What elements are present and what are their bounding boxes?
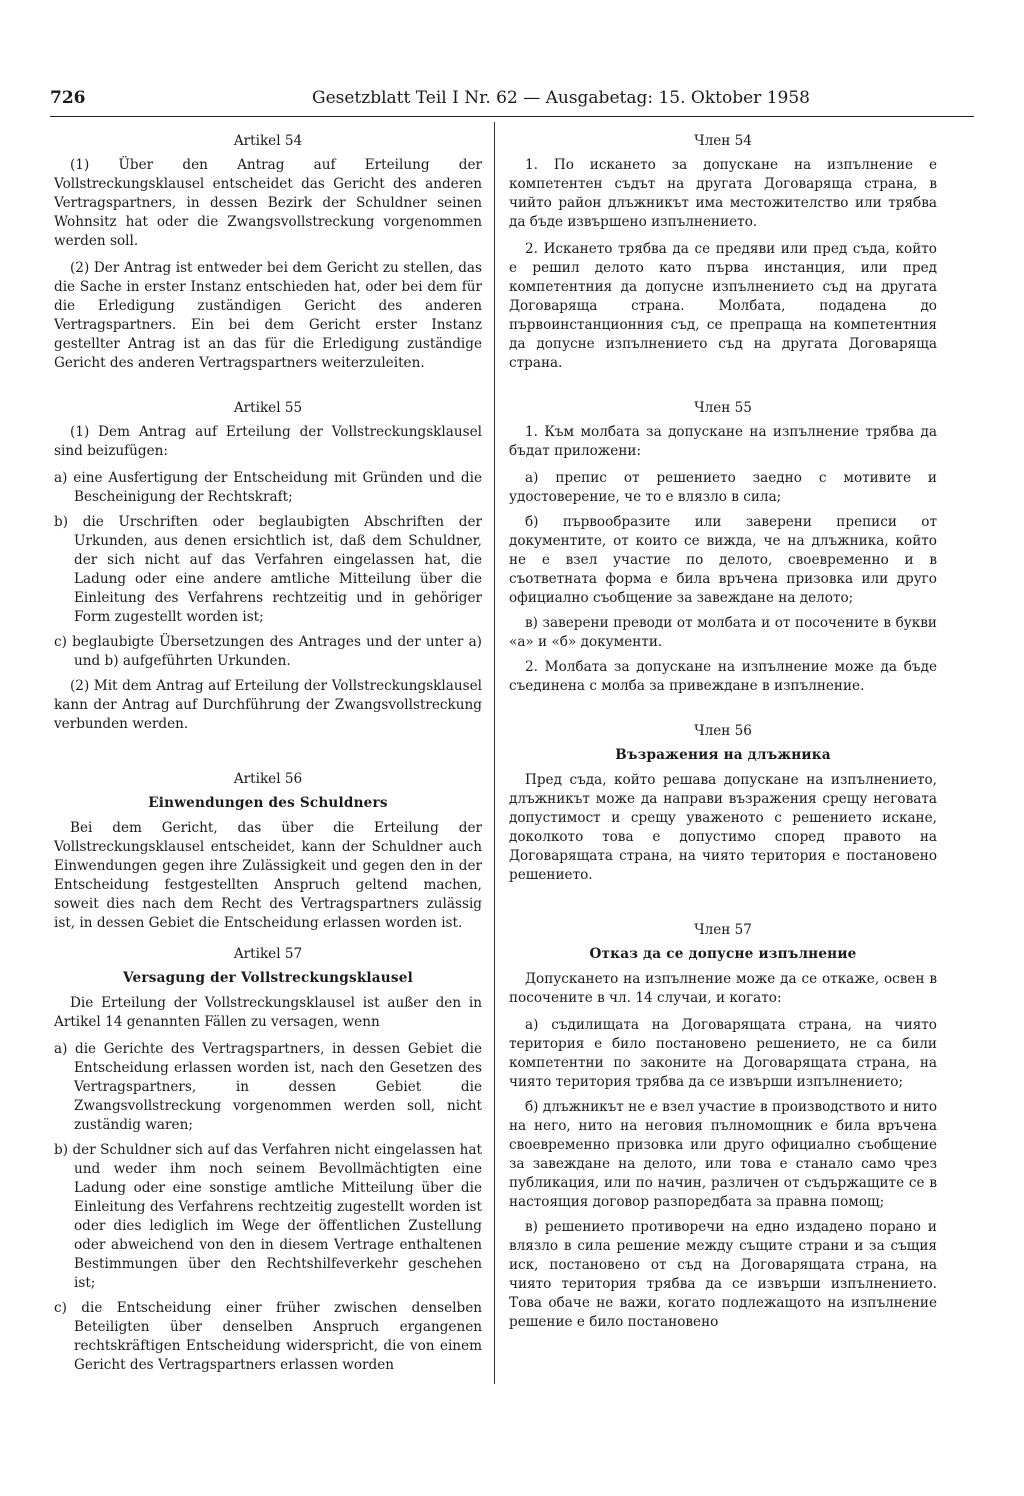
- article-54-heading: Artikel 54: [233, 133, 303, 149]
- clen-55-item-b: б) първообразите или заверени преписи от документите, от които се вижда, че на длъжника, който не е взел участие по делото, своевременно и в съответната форма е била връчена призовка или друго официално съобщение за завеждане на делото;: [509, 514, 937, 606]
- clen-57-heading: Член 57: [694, 922, 752, 938]
- clen-57-subheading: Отказ да се допусне изпълнение: [589, 946, 857, 962]
- clen-55-paragraph-2: 2. Молбата за допускане на изпълнение може да бъде съединена с молба за привеждане в изпълнение.: [509, 659, 937, 694]
- article-55-paragraph-2: (2) Mit dem Antrag auf Erteilung der Vollstreckungsklausel kann der Antrag auf Durchführung der Zwangsvollstreckung verbunden werden.: [54, 678, 482, 732]
- article-55-paragraph-1: (1) Dem Antrag auf Erteilung der Vollstreckungsklausel sind beizufügen:: [54, 424, 482, 459]
- article-54-paragraph-2: (2) Der Antrag ist entweder bei dem Gericht zu stellen, das die Sache in erster Instanz entschieden hat, oder bei dem für die Erledigung zuständigen Gericht des anderen Vertragspartners. Ein bei dem Gericht erster Instanz gestellter Antrag ist an das für die Erledigung zuständige Gericht des anderen Vertragspartners weiterzuleiten.: [54, 260, 482, 371]
- page-header: [50, 88, 974, 114]
- clen-57-item-a: а) съдилищата на Договарящата страна, на чиято територия е било постановено решението, не са били компетентни по законите на Договарящата страна, на чиято територия трябва да се извърши изпълнението;: [509, 1017, 937, 1090]
- page-number: 726: [50, 88, 86, 108]
- bulgarian-column: [509, 132, 937, 1338]
- clen-57-item-c: в) решението противоречи на едно издадено порано и влязло в сила решение между същите страни и за същия иск, постановено от съд на Договарящата страна, на чиято територия трябва да се извърши изпълнението. Това обаче не важи, когато подлежащото на изпълнение решение е било постановено: [509, 1219, 937, 1330]
- clen-55-item-a: а) препис от решението заедно с мотивите и удостоверение, че то е влязло в сила;: [509, 470, 937, 505]
- clen-57-paragraph: Допускането на изпълнение може да се откаже, освен в посочените в чл. 14 случаи, и когато:: [509, 971, 937, 1006]
- column-divider: [494, 122, 495, 1384]
- german-column: [54, 132, 482, 1381]
- article-57-paragraph: Die Erteilung der Vollstreckungsklausel ist außer den in Artikel 14 genannten Fällen zu versagen, wenn: [54, 995, 482, 1030]
- clen-55-paragraph-1: 1. Към молбата за допускане на изпълнение трябва да бъдат приложени:: [509, 424, 937, 459]
- article-57-item-c: c) die Entscheidung einer früher zwischen denselben Beteiligten über denselben Anspruch ergangenen rechtskräftigen Entscheidung widerspricht, die von einem Gericht des Vertragspartners erlassen worden: [54, 1300, 482, 1373]
- article-57-heading: Artikel 57: [233, 946, 303, 962]
- clen-54-heading: Член 54: [694, 133, 752, 149]
- article-55-heading: Artikel 55: [233, 400, 303, 416]
- article-57-item-b: b) der Schuldner sich auf das Verfahren nicht eingelassen hat und weder ihm noch seinem Bevollmächtigten eine Ladung oder eine sonstige amtliche Mitteilung über die Einleitung des Verfahrens rechtzeitig zugestellt worden ist oder dies lediglich im Wege der öffentlichen Zustellung oder abweichend von den in diesem Vertrage enthaltenen Bestimmungen über den Rechtshilfeverkehr geschehen ist;: [54, 1142, 482, 1291]
- running-title: Gesetzblatt Teil I Nr. 62 — Ausgabetag: 15. Oktober 1958: [312, 88, 810, 108]
- article-55-item-a: a) eine Ausfertigung der Entscheidung mit Gründen und die Bescheinigung der Rechtskraft;: [54, 470, 482, 505]
- article-54-paragraph-1: (1) Über den Antrag auf Erteilung der Vollstreckungsklausel entscheidet das Gericht des anderen Vertragspartners, in dessen Bezirk der Schuldner seinen Wohnsitz hat oder die Zwangsvollstreckung vorgenommen werden soll.: [54, 157, 482, 249]
- clen-57-item-b: б) длъжникът не е взел участие в производството и нито на него, нито на неговия пълномощник е била връчена своевременно призовка или друго официално съобщение за завеждане на делото, или това е станало само чрез публикация, или по начин, различен от съдържащите се в настоящия договор разпоредбата за правна помощ;: [509, 1099, 937, 1210]
- clen-55-heading: Член 55: [694, 400, 752, 416]
- header-rule: [50, 116, 974, 117]
- clen-55-item-c: в) заверени преводи от молбата и от посочените в букви «а» и «б» документи.: [509, 615, 937, 650]
- article-57-item-a: a) die Gerichte des Vertragspartners, in dessen Gebiet die Entscheidung erlassen worden ist, nach den Gesetzen des Vertragspartners, in dessen Gebiet die Zwangsvollstreckung vorgenommen werden soll, nicht zuständig waren;: [54, 1041, 482, 1133]
- clen-54-paragraph-2: 2. Искането трябва да се предяви или пред съда, който е решил делото като първа инстанция, или пред компетентния да допусне изпълнението съд на другата Договаряща страна. Молбата, подадена до първоинстанционния съд, се препраща на компетентния да допусне изпълнението съд на другата Договаряща страна.: [509, 241, 937, 371]
- article-55-item-b: b) die Urschriften oder beglaubigten Abschriften der Urkunden, aus denen ersichtlich ist, daß dem Schuldner, der sich nicht auf das Verfahren eingelassen hat, die Ladung oder eine andere amtliche Mitteilung über die Einleitung des Verfahrens rechtzeitig und in gehöriger Form zugestellt worden ist;: [54, 514, 482, 625]
- article-56-heading: Artikel 56: [233, 771, 303, 787]
- article-57-subheading: Versagung der Vollstreckungsklausel: [123, 970, 413, 986]
- clen-56-paragraph: Пред съда, който решава допускане на изпълнението, длъжникът може да направи възражения срещу неговата допустимост и срещу уваженото с решението искане, доколкото това е допустимо според правото на Договарящата страна, на чиято територия е постановено решението.: [509, 772, 937, 883]
- article-55-item-c: c) beglaubigte Übersetzungen des Antrages und der unter a) und b) aufgeführten Urkunden.: [54, 634, 482, 669]
- article-56-paragraph: Bei dem Gericht, das über die Erteilung der Vollstreckungsklausel entscheidet, kann der Schuldner auch Einwendungen gegen ihre Zulässigkeit und gegen den in der Entscheidung festgestellten Anspruch geltend machen, soweit dies nach dem Recht des Vertragspartners zulässig ist, in dessen Gebiet die Entscheidung erlassen worden ist.: [54, 820, 482, 931]
- article-56-subheading: Einwendungen des Schuldners: [148, 795, 388, 811]
- clen-56-subheading: Възражения на длъжника: [615, 747, 831, 763]
- clen-54-paragraph-1: 1. По искането за допускане на изпълнение е компетентен съдът на другата Договаряща страна, в чийто район длъжникът има местожителство или трябва да бъде извършено изпълнението.: [509, 157, 937, 230]
- clen-56-heading: Член 56: [694, 723, 752, 739]
